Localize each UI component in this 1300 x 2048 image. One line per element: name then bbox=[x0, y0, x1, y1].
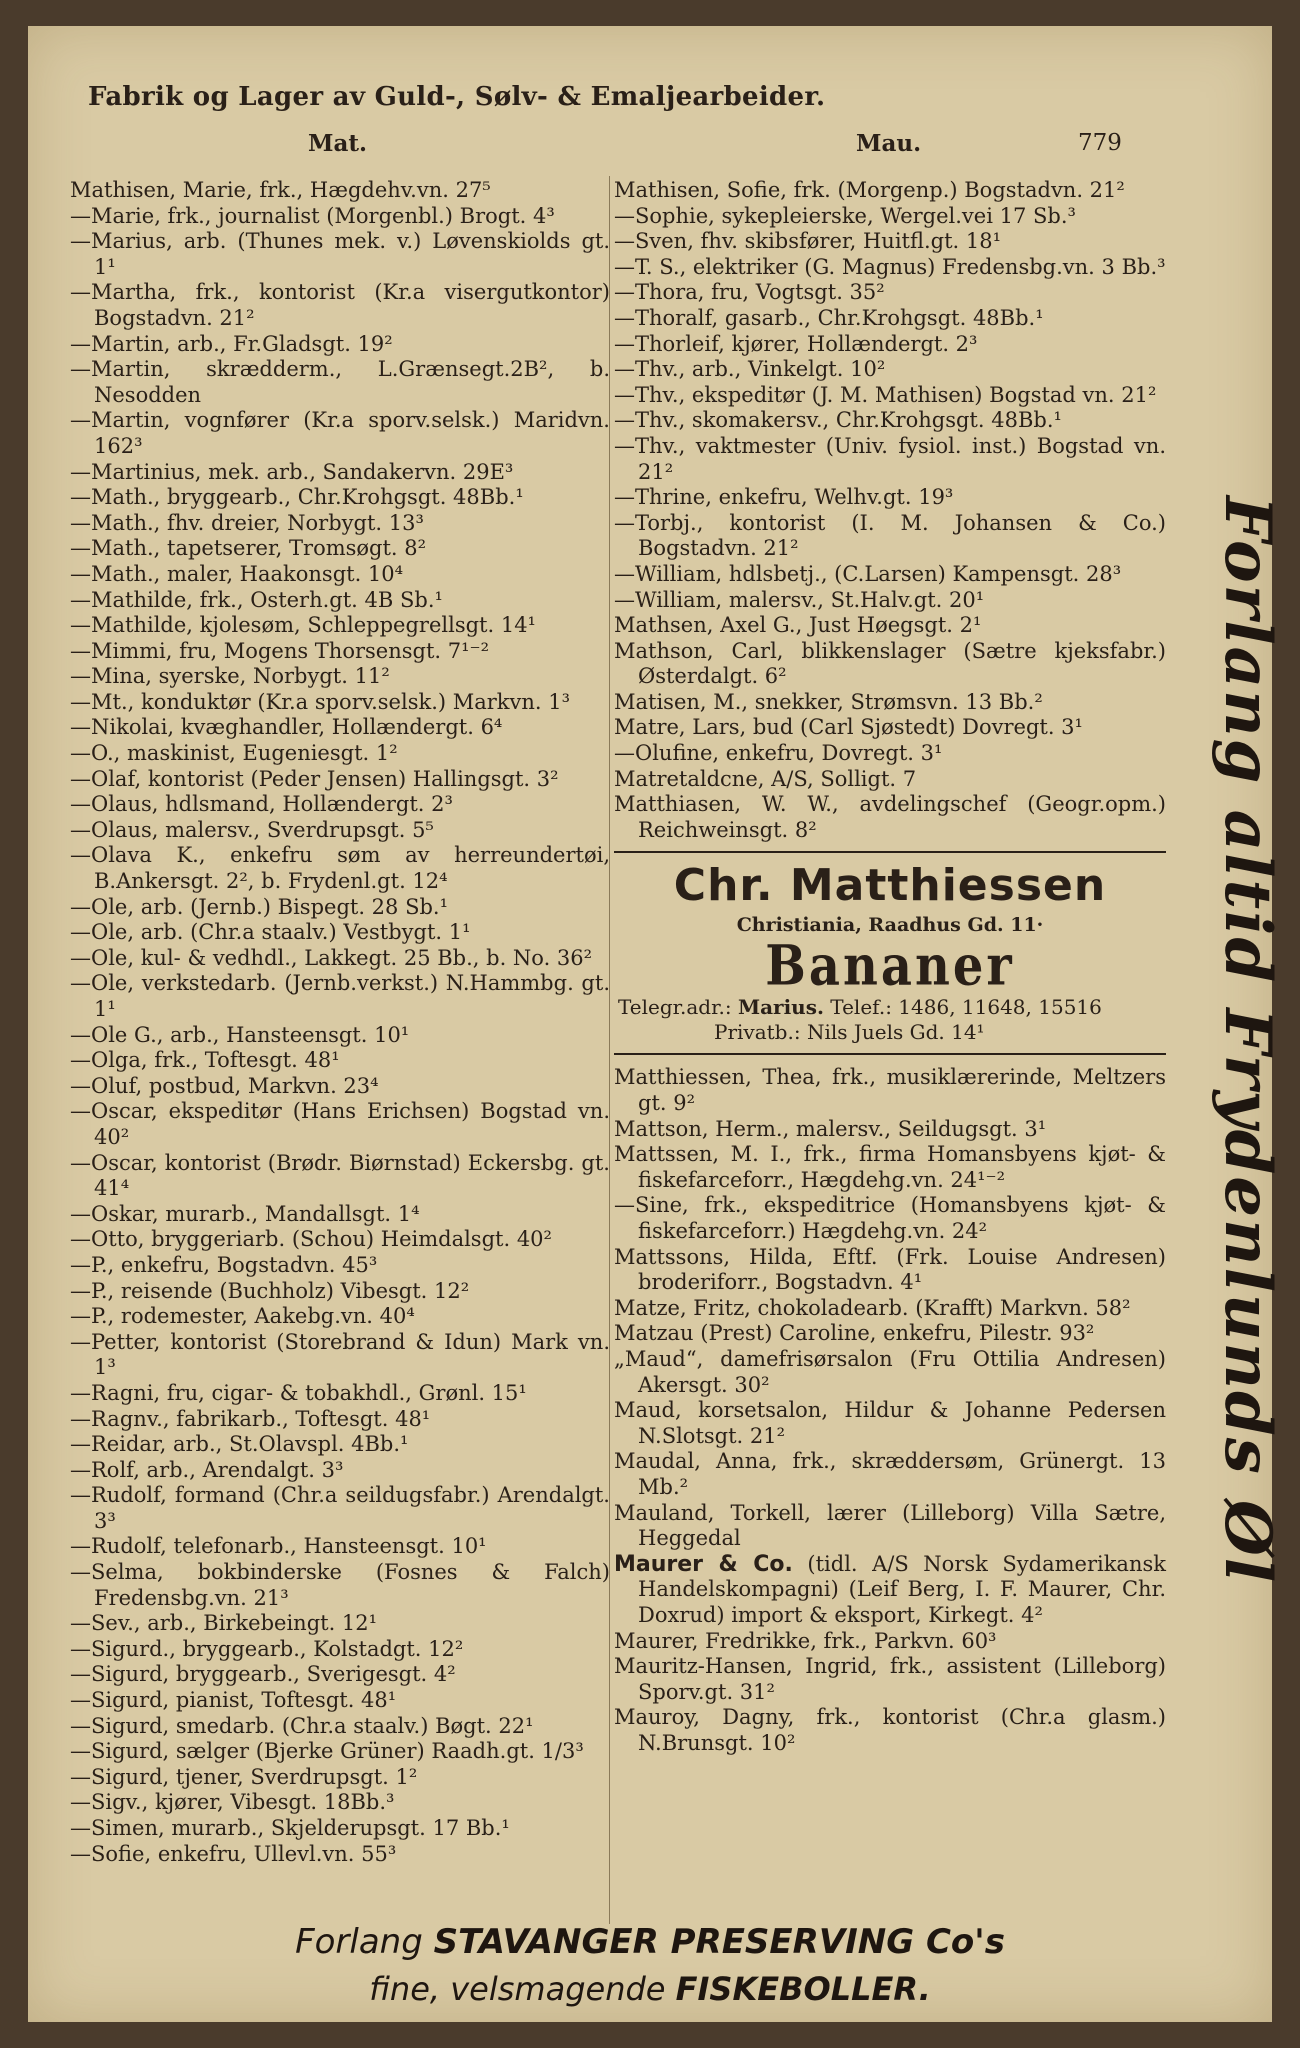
list-item: —Oluf, postbud, Markvn. 23⁴ bbox=[70, 1073, 379, 1098]
list-item: Matzau (Prest) Caroline, enkefru, Pilestr. 93² bbox=[614, 1321, 1095, 1346]
list-item: Mathisen, Marie, frk., Hægdehv.vn. 27⁵ bbox=[70, 178, 491, 202]
list-item: —Oskar, murarb., Mandallsgt. 1⁴ bbox=[70, 1201, 420, 1226]
matthiessen-advertisement bbox=[614, 851, 1166, 1055]
list-item: —Ole, arb. (Jernb.) Bispegt. 28 Sb.¹ bbox=[70, 894, 448, 919]
list-item: —Math., maler, Haakonsgt. 10⁴ bbox=[70, 561, 404, 586]
list-item: —Sine, frk., ekspeditrice (Homansbyens kjøt- & fiskefarceforr.) Hægdehg.vn. 24² bbox=[614, 1193, 1166, 1243]
bottom-ad-line2-b: FISKEBOLLER. bbox=[675, 1970, 931, 2008]
list-item: —Marius, arb. (Thunes mek. v.) Løvenskiolds gt. 1¹ bbox=[70, 229, 610, 279]
list-item: —Olava K., enkefru søm av herreundertøi, B.Ankersgt. 2², b. Frydenl.gt. 12⁴ bbox=[70, 843, 610, 894]
list-item: Matretaldcne, A/S, Solligt. 7 bbox=[614, 766, 917, 791]
right-column bbox=[614, 178, 1166, 1756]
list-item: —Sigv., kjører, Vibesgt. 18Bb.³ bbox=[70, 1790, 395, 1815]
directory-page bbox=[28, 26, 1285, 2022]
list-item: —Olaus, malersv., Sverdrupsgt. 5⁵ bbox=[70, 817, 434, 842]
list-item: —Sigurd, bryggearb., Sverigesgt. 4² bbox=[70, 1662, 456, 1687]
ad-privat-value: Nils Juels Gd. 14¹ bbox=[806, 1020, 985, 1045]
list-item: —Thv., arb., Vinkelgt. 10² bbox=[614, 357, 886, 382]
ad-telegr-label: Telegr.adr.: bbox=[618, 995, 732, 1020]
list-item: —Martin, skrædderm., L.Grænsegt.2B², b. Nesodden bbox=[70, 357, 610, 407]
list-item: —Ole, verkstedarb. (Jernb.verkst.) N.Hammbg. gt. 1¹ bbox=[70, 971, 610, 1021]
ad-privat-label: Privatb.: bbox=[714, 1020, 801, 1045]
list-item: —Oscar, ekspeditør (Hans Erichsen) Bogstad vn. 40² bbox=[70, 1099, 610, 1149]
list-item: „Maud“, damefrisørsalon (Fru Ottilia Andresen) Akersgt. 30² bbox=[614, 1346, 1166, 1397]
list-item: —Thoralf, gasarb., Chr.Krohgsgt. 48Bb.¹ bbox=[614, 305, 1044, 330]
list-item: Mathsen, Axel G., Just Høegsgt. 2¹ bbox=[614, 613, 982, 638]
list-item: —Ole, arb. (Chr.a staalv.) Vestbygt. 1¹ bbox=[70, 920, 471, 945]
list-item: —Sigurd., bryggearb., Kolstadgt. 12² bbox=[70, 1636, 464, 1661]
list-item: —T. S., elektriker (G. Magnus) Fredensbg.vn. 3 Bb.³ bbox=[614, 254, 1166, 279]
ad-telegr-value: Marius. bbox=[737, 995, 824, 1020]
list-item: —Math., tapetserer, Tromsøgt. 8² bbox=[70, 536, 427, 561]
list-item: —Mathilde, kjolesøm, Schleppegrellsgt. 14¹ bbox=[70, 613, 536, 638]
right-entries-end bbox=[614, 1629, 1166, 1757]
page-number: 779 bbox=[1078, 130, 1122, 156]
ad-company-name: Chr. Matthiessen bbox=[673, 860, 1107, 912]
list-item: —Olufine, enkefru, Dovregt. 3¹ bbox=[614, 741, 943, 766]
list-item: Mathson, Carl, blikkenslager (Sætre kjeksfabr.) Østerdalgt. 6² bbox=[614, 638, 1166, 689]
list-item: —Mimmi, fru, Mogens Thorsensgt. 7¹⁻² bbox=[70, 638, 490, 663]
list-item: —P., reisende (Buchholz) Vibesgt. 12² bbox=[70, 1278, 470, 1303]
right-entries-top bbox=[614, 178, 1166, 843]
list-item: —Math., fhv. dreier, Norbygt. 13³ bbox=[70, 510, 424, 535]
list-item: —Martinius, mek. arb., Sandakervn. 29E³ bbox=[70, 459, 514, 484]
list-item: —Sven, fhv. skibsfører, Huitfl.gt. 18¹ bbox=[614, 229, 1002, 254]
list-item: —William, hdlsbetj., (C.Larsen) Kampensgt. 28³ bbox=[614, 561, 1122, 586]
bottom-ad-line-1 bbox=[28, 1922, 1272, 1962]
list-item: —Olaus, hdlsmand, Hollændergt. 2³ bbox=[70, 792, 453, 817]
list-item: —Rudolf, formand (Chr.a seildugsfabr.) Arendalgt. 3³ bbox=[70, 1483, 610, 1533]
list-item: —Mt., konduktør (Kr.a sporv.selsk.) Markvn. 1³ bbox=[70, 689, 571, 714]
list-item: —Selma, bokbinderske (Fosnes & Falch) Fredensbg.vn. 21³ bbox=[70, 1560, 610, 1610]
list-item: —Oscar, kontorist (Brødr. Biørnstad) Eckersbg. gt. 41⁴ bbox=[70, 1150, 610, 1201]
list-item: Maudal, Anna, frk., skræddersøm, Grünergt. 13 Mb.² bbox=[614, 1449, 1166, 1499]
list-item: —Rudolf, telefonarb., Hansteensgt. 10¹ bbox=[70, 1534, 487, 1559]
list-item: —Reidar, arb., St.Olavspl. 4Bb.¹ bbox=[70, 1432, 409, 1457]
page-header-title: Fabrik og Lager av Guld-, Sølv- & Emaljearbeider. bbox=[88, 82, 826, 112]
list-item: Mattssons, Hilda, Eftf. (Frk. Louise Andresen) broderiforr., Bogstadvn. 4¹ bbox=[614, 1244, 1166, 1295]
list-item: —Thv., vaktmester (Univ. fysiol. inst.) Bogstad vn. 21² bbox=[614, 433, 1166, 484]
list-item: —Martha, frk., kontorist (Kr.a visergutkontor) Bogstadvn. 21² bbox=[70, 280, 610, 330]
list-item: Matisen, M., snekker, Strømsvn. 13 Bb.² bbox=[614, 689, 1043, 714]
list-item: —Martin, vognfører (Kr.a sporv.selsk.) Maridvn. 162³ bbox=[70, 408, 610, 458]
list-item: Mauroy, Dagny, frk., kontorist (Chr.a glasm.) N.Brunsgt. 10² bbox=[614, 1705, 1166, 1755]
list-item: Maurer, Fredrikke, frk., Parkvn. 60³ bbox=[614, 1628, 997, 1653]
list-item: —Simen, murarb., Skjelderupsgt. 17 Bb.¹ bbox=[70, 1816, 510, 1840]
list-item: —Rolf, arb., Arendalgt. 3³ bbox=[70, 1457, 344, 1482]
list-item: —Martin, arb., Fr.Gladsgt. 19² bbox=[70, 331, 393, 356]
list-item: Matre, Lars, bud (Carl Sjøstedt) Dovregt. 3¹ bbox=[614, 715, 1083, 740]
left-guide-word: Mat. bbox=[308, 130, 367, 157]
ad-address: Christiania, Raadhus Gd. 11· bbox=[736, 914, 1044, 937]
list-item: —Sigurd, tjener, Sverdrupsgt. 1² bbox=[70, 1764, 418, 1789]
list-item: —Sigurd, sælger (Bjerke Grüner) Raadh.gt. 1/3³ bbox=[70, 1739, 584, 1764]
list-item: Matthiasen, W. W., avdelingschef (Geogr.opm.) Reichweinsgt. 8² bbox=[614, 792, 1166, 842]
list-item: —Sigurd, pianist, Toftesgt. 48¹ bbox=[70, 1688, 397, 1713]
list-item: —Thv., ekspeditør (J. M. Mathisen) Bogstad vn. 21² bbox=[614, 382, 1157, 407]
list-item: —Thorleif, kjører, Hollændergt. 2³ bbox=[614, 331, 978, 356]
bottom-ad-line-2 bbox=[28, 1970, 1272, 2008]
left-column bbox=[70, 178, 610, 1867]
list-item: —Otto, bryggeriarb. (Schou) Heimdalsgt. 40² bbox=[70, 1227, 552, 1252]
list-item: —Olaf, kontorist (Peder Jensen) Hallingsgt. 3² bbox=[70, 766, 559, 791]
list-item: —Thv., skomakersv., Chr.Krohgsgt. 48Bb.¹ bbox=[614, 408, 1062, 433]
list-item: —Marie, frk., journalist (Morgenbl.) Brogt. 4³ bbox=[70, 203, 555, 228]
list-item: —Ragnv., fabrikarb., Toftesgt. 48¹ bbox=[70, 1406, 431, 1431]
list-item: —Nikolai, kvæghandler, Hollændergt. 6⁴ bbox=[70, 715, 503, 740]
bottom-ad-line1-b: STAVANGER PRESERVING Co's bbox=[433, 1922, 1005, 1962]
list-item: Mattssen, M. I., frk., firma Homansbyens kjøt- & fiskefarceforr., Hægdehg.vn. 24¹⁻² bbox=[614, 1142, 1166, 1192]
list-item: —Sofie, enkefru, Ullevl.vn. 55³ bbox=[70, 1841, 397, 1866]
list-item: Mathisen, Sofie, frk. (Morgenp.) Bogstadvn. 21² bbox=[614, 178, 1125, 202]
list-item: Mauritz-Hansen, Ingrid, frk., assistent (Lilleborg) Sporv.gt. 31² bbox=[614, 1654, 1166, 1704]
list-item: —Sigurd, smedarb. (Chr.a staalv.) Bøgt. 22¹ bbox=[70, 1713, 534, 1738]
list-item: Matze, Fritz, chokoladearb. (Krafft) Markvn. 58² bbox=[614, 1295, 1131, 1320]
maurer-lead: Maurer & Co. bbox=[614, 1551, 793, 1577]
list-item: —Thrine, enkefru, Welhv.gt. 19³ bbox=[614, 485, 954, 510]
list-item: —O., maskinist, Eugeniesgt. 1² bbox=[70, 741, 398, 766]
list-item: —Ole, kul- & vedhdl., Lakkegt. 25 Bb., b. No. 36² bbox=[70, 945, 593, 970]
list-item: —Petter, kontorist (Storebrand & Idun) Mark vn. 1³ bbox=[70, 1329, 610, 1380]
list-item bbox=[614, 1552, 1166, 1629]
maurer-rest: (tidl. A/S Norsk Sydamerikansk Handelskompagni) (Leif Berg, I. F. Maurer, Chr. Doxrud) import & eksport, Kirkegt. 4² bbox=[638, 1551, 1166, 1627]
list-item: —Ole G., arb., Hansteensgt. 10¹ bbox=[70, 1022, 410, 1047]
bottom-ad-line2-a: fine, velsmagende bbox=[369, 1970, 676, 2008]
ad-product: Bananer bbox=[765, 934, 1015, 999]
list-item: Mauland, Torkell, lærer (Lilleborg) Villa Sætre, Heggedal bbox=[614, 1500, 1166, 1551]
right-entries-bottom bbox=[614, 1065, 1166, 1551]
list-item: —Sev., arb., Birkebeingt. 12¹ bbox=[70, 1611, 378, 1636]
list-item: Matthiessen, Thea, frk., musiklærerinde, Meltzers gt. 9² bbox=[614, 1065, 1166, 1116]
list-item: Maud, korsetsalon, Hildur & Johanne Pedersen N.Slotsgt. 21² bbox=[614, 1398, 1166, 1448]
ad-contact bbox=[614, 995, 1166, 1045]
list-item: —William, malersv., St.Halv.gt. 20¹ bbox=[614, 587, 985, 612]
list-item: —Thora, fru, Vogtsgt. 35² bbox=[614, 280, 885, 305]
list-item: —Math., bryggearb., Chr.Krohgsgt. 48Bb.¹ bbox=[70, 485, 524, 510]
list-item: —Torbj., kontorist (I. M. Johansen & Co.) Bogstadvn. 21² bbox=[614, 510, 1166, 561]
list-item: —Olga, frk., Toftesgt. 48¹ bbox=[70, 1048, 340, 1073]
list-item: —P., enkefru, Bogstadvn. 45³ bbox=[70, 1252, 378, 1277]
list-item: —Sophie, sykepleierske, Wergel.vei 17 Sb.³ bbox=[614, 203, 1076, 228]
list-item: —Mathilde, frk., Osterh.gt. 4B Sb.¹ bbox=[70, 587, 443, 612]
frydenlund-vertical-advertisement: Forlang altid Frydenlunds Øl bbox=[1210, 496, 1285, 1585]
ad-telef: Telef.: 1486, 11648, 15516 bbox=[830, 995, 1102, 1020]
list-item: —Ragni, fru, cigar- & tobakhdl., Grønl. 15¹ bbox=[70, 1380, 527, 1405]
list-item: Mattson, Herm., malersv., Seildugsgt. 3¹ bbox=[614, 1116, 1047, 1141]
bottom-ad-line1-a: Forlang bbox=[295, 1922, 434, 1962]
right-guide-word: Mau. bbox=[856, 130, 922, 157]
list-item: —P., rodemester, Aakebg.vn. 40⁴ bbox=[70, 1304, 415, 1329]
list-item: —Mina, syerske, Norbygt. 11² bbox=[70, 664, 390, 689]
